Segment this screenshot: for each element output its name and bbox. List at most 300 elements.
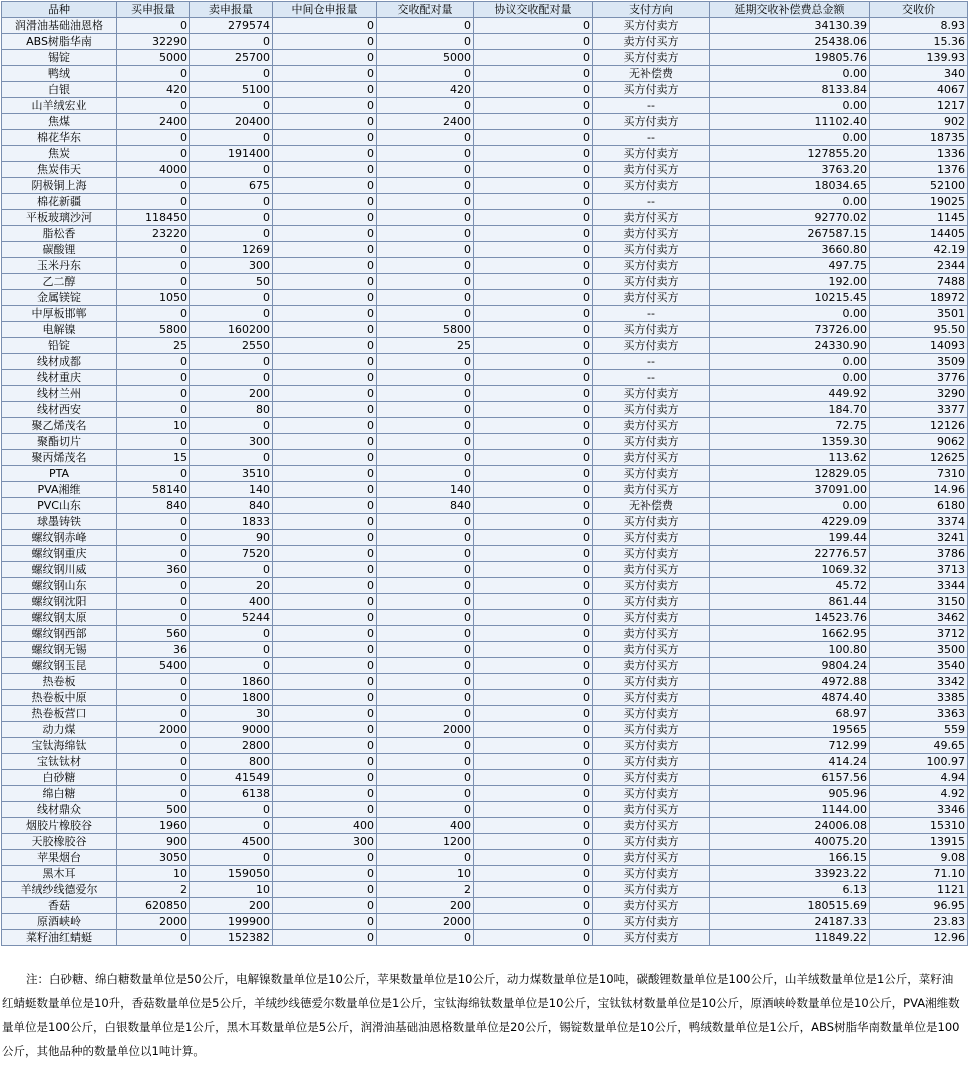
cell-agreement-matched-qty: 0: [474, 306, 593, 322]
cell-sell-qty: 1860: [190, 674, 273, 690]
cell-payment-direction: --: [593, 306, 710, 322]
cell-buy-qty: 0: [117, 146, 190, 162]
cell-sell-qty: 0: [190, 130, 273, 146]
table-row: [2, 786, 968, 802]
cell-variety: 螺纹钢沈阳: [2, 594, 117, 610]
cell-payment-direction: 买方付卖方: [593, 754, 710, 770]
cell-compensation-total: 3660.80: [710, 242, 870, 258]
cell-compensation-total: 10215.45: [710, 290, 870, 306]
table-row: [2, 818, 968, 834]
cell-sell-qty: 5100: [190, 82, 273, 98]
cell-sell-qty: 160200: [190, 322, 273, 338]
cell-buy-qty: 900: [117, 834, 190, 850]
cell-sell-qty: 199900: [190, 914, 273, 930]
cell-buy-qty: 840: [117, 498, 190, 514]
cell-agreement-matched-qty: 0: [474, 194, 593, 210]
table-row: [2, 210, 968, 226]
cell-delivery-price: 14405: [870, 226, 968, 242]
cell-compensation-total: 1359.30: [710, 434, 870, 450]
cell-delivery-price: 3290: [870, 386, 968, 402]
cell-intermediate-qty: 0: [273, 882, 377, 898]
table-row: [2, 194, 968, 210]
cell-compensation-total: 14523.76: [710, 610, 870, 626]
cell-sell-qty: 300: [190, 434, 273, 450]
cell-delivery-price: 3500: [870, 642, 968, 658]
cell-sell-qty: 0: [190, 450, 273, 466]
cell-variety: 聚酯切片: [2, 434, 117, 450]
cell-intermediate-qty: 0: [273, 850, 377, 866]
cell-matched-qty: 0: [377, 930, 474, 946]
cell-matched-qty: 0: [377, 18, 474, 34]
cell-intermediate-qty: 0: [273, 594, 377, 610]
cell-compensation-total: 22776.57: [710, 546, 870, 562]
cell-variety: 白砂糖: [2, 770, 117, 786]
cell-payment-direction: 买方付卖方: [593, 386, 710, 402]
cell-payment-direction: 卖方付买方: [593, 290, 710, 306]
table-body: [2, 18, 968, 946]
cell-variety: 螺纹钢重庆: [2, 546, 117, 562]
cell-sell-qty: 200: [190, 386, 273, 402]
cell-agreement-matched-qty: 0: [474, 274, 593, 290]
cell-delivery-price: 902: [870, 114, 968, 130]
cell-delivery-price: 3462: [870, 610, 968, 626]
cell-matched-qty: 0: [377, 66, 474, 82]
cell-delivery-price: 49.65: [870, 738, 968, 754]
cell-buy-qty: 0: [117, 690, 190, 706]
cell-matched-qty: 0: [377, 98, 474, 114]
cell-payment-direction: 买方付卖方: [593, 914, 710, 930]
cell-compensation-total: 25438.06: [710, 34, 870, 50]
cell-delivery-price: 3342: [870, 674, 968, 690]
cell-sell-qty: 90: [190, 530, 273, 546]
header-sell-qty: 卖申报量: [190, 2, 273, 18]
cell-buy-qty: 10: [117, 866, 190, 882]
cell-variety: 线材重庆: [2, 370, 117, 386]
cell-compensation-total: 24187.33: [710, 914, 870, 930]
cell-matched-qty: 0: [377, 242, 474, 258]
cell-matched-qty: 0: [377, 786, 474, 802]
cell-compensation-total: 0.00: [710, 194, 870, 210]
cell-matched-qty: 0: [377, 578, 474, 594]
cell-agreement-matched-qty: 0: [474, 898, 593, 914]
cell-buy-qty: 0: [117, 242, 190, 258]
cell-variety: 平板玻璃沙河: [2, 210, 117, 226]
cell-sell-qty: 25700: [190, 50, 273, 66]
cell-buy-qty: 0: [117, 578, 190, 594]
cell-buy-qty: 0: [117, 546, 190, 562]
header-compensation-total: 延期交收补偿费总金额: [710, 2, 870, 18]
cell-variety: ABS树脂华南: [2, 34, 117, 50]
cell-intermediate-qty: 0: [273, 658, 377, 674]
table-row: [2, 882, 968, 898]
cell-sell-qty: 20400: [190, 114, 273, 130]
cell-intermediate-qty: 0: [273, 194, 377, 210]
cell-intermediate-qty: 0: [273, 754, 377, 770]
cell-sell-qty: 20: [190, 578, 273, 594]
cell-agreement-matched-qty: 0: [474, 450, 593, 466]
cell-variety: 乙二醇: [2, 274, 117, 290]
cell-payment-direction: 买方付卖方: [593, 546, 710, 562]
cell-intermediate-qty: 0: [273, 98, 377, 114]
cell-intermediate-qty: 0: [273, 354, 377, 370]
cell-buy-qty: 2400: [117, 114, 190, 130]
cell-delivery-price: 23.83: [870, 914, 968, 930]
cell-variety: 香菇: [2, 898, 117, 914]
cell-delivery-price: 4.94: [870, 770, 968, 786]
cell-intermediate-qty: 400: [273, 818, 377, 834]
cell-intermediate-qty: 0: [273, 450, 377, 466]
cell-matched-qty: 0: [377, 658, 474, 674]
cell-agreement-matched-qty: 0: [474, 130, 593, 146]
cell-compensation-total: 24330.90: [710, 338, 870, 354]
cell-sell-qty: 30: [190, 706, 273, 722]
cell-variety: 动力煤: [2, 722, 117, 738]
cell-delivery-price: 139.93: [870, 50, 968, 66]
cell-compensation-total: 33923.22: [710, 866, 870, 882]
cell-intermediate-qty: 0: [273, 130, 377, 146]
cell-buy-qty: 0: [117, 354, 190, 370]
cell-intermediate-qty: 0: [273, 322, 377, 338]
cell-sell-qty: 0: [190, 802, 273, 818]
cell-agreement-matched-qty: 0: [474, 738, 593, 754]
cell-agreement-matched-qty: 0: [474, 386, 593, 402]
cell-payment-direction: 卖方付买方: [593, 562, 710, 578]
cell-payment-direction: 买方付卖方: [593, 402, 710, 418]
cell-sell-qty: 3510: [190, 466, 273, 482]
cell-payment-direction: 无补偿费: [593, 498, 710, 514]
cell-variety: 线材西安: [2, 402, 117, 418]
cell-buy-qty: 10: [117, 418, 190, 434]
cell-matched-qty: 2000: [377, 722, 474, 738]
cell-payment-direction: 卖方付买方: [593, 642, 710, 658]
cell-buy-qty: 5000: [117, 50, 190, 66]
cell-matched-qty: 0: [377, 290, 474, 306]
cell-payment-direction: 卖方付买方: [593, 626, 710, 642]
cell-payment-direction: 买方付卖方: [593, 674, 710, 690]
cell-buy-qty: 0: [117, 514, 190, 530]
table-row: [2, 386, 968, 402]
cell-sell-qty: 4500: [190, 834, 273, 850]
table-row: [2, 610, 968, 626]
cell-buy-qty: 360: [117, 562, 190, 578]
cell-intermediate-qty: 0: [273, 146, 377, 162]
table-row: [2, 626, 968, 642]
cell-variety: 焦炭: [2, 146, 117, 162]
cell-variety: 阴极铜上海: [2, 178, 117, 194]
cell-sell-qty: 279574: [190, 18, 273, 34]
cell-agreement-matched-qty: 0: [474, 514, 593, 530]
cell-delivery-price: 1121: [870, 882, 968, 898]
cell-delivery-price: 1336: [870, 146, 968, 162]
header-matched-qty: 交收配对量: [377, 2, 474, 18]
cell-buy-qty: 5800: [117, 322, 190, 338]
cell-intermediate-qty: 0: [273, 530, 377, 546]
cell-agreement-matched-qty: 0: [474, 290, 593, 306]
cell-payment-direction: 买方付卖方: [593, 338, 710, 354]
cell-matched-qty: 0: [377, 146, 474, 162]
cell-buy-qty: 25: [117, 338, 190, 354]
cell-variety: 宝钛海绵钛: [2, 738, 117, 754]
cell-compensation-total: 1144.00: [710, 802, 870, 818]
cell-variety: 焦炭伟天: [2, 162, 117, 178]
delivery-table: [1, 1, 968, 946]
cell-agreement-matched-qty: 0: [474, 402, 593, 418]
cell-variety: 黑木耳: [2, 866, 117, 882]
cell-matched-qty: 0: [377, 514, 474, 530]
cell-variety: 聚丙烯茂名: [2, 450, 117, 466]
cell-payment-direction: 卖方付买方: [593, 802, 710, 818]
cell-delivery-price: 3501: [870, 306, 968, 322]
cell-matched-qty: 0: [377, 594, 474, 610]
cell-matched-qty: 840: [377, 498, 474, 514]
table-row: [2, 834, 968, 850]
cell-intermediate-qty: 0: [273, 434, 377, 450]
cell-intermediate-qty: 0: [273, 802, 377, 818]
cell-payment-direction: 买方付卖方: [593, 466, 710, 482]
cell-sell-qty: 0: [190, 818, 273, 834]
cell-buy-qty: 0: [117, 194, 190, 210]
cell-agreement-matched-qty: 0: [474, 722, 593, 738]
cell-delivery-price: 340: [870, 66, 968, 82]
cell-buy-qty: 0: [117, 178, 190, 194]
cell-buy-qty: 0: [117, 258, 190, 274]
cell-matched-qty: 0: [377, 434, 474, 450]
cell-buy-qty: 0: [117, 530, 190, 546]
cell-variety: 螺纹钢玉昆: [2, 658, 117, 674]
cell-delivery-price: 100.97: [870, 754, 968, 770]
cell-intermediate-qty: 0: [273, 482, 377, 498]
cell-sell-qty: 9000: [190, 722, 273, 738]
cell-intermediate-qty: 0: [273, 66, 377, 82]
cell-matched-qty: 0: [377, 610, 474, 626]
cell-payment-direction: 买方付卖方: [593, 530, 710, 546]
cell-sell-qty: 0: [190, 194, 273, 210]
cell-buy-qty: 420: [117, 82, 190, 98]
cell-sell-qty: 300: [190, 258, 273, 274]
cell-payment-direction: 买方付卖方: [593, 274, 710, 290]
cell-sell-qty: 0: [190, 162, 273, 178]
cell-delivery-price: 559: [870, 722, 968, 738]
cell-buy-qty: 58140: [117, 482, 190, 498]
cell-sell-qty: 0: [190, 626, 273, 642]
cell-agreement-matched-qty: 0: [474, 466, 593, 482]
cell-matched-qty: 0: [377, 850, 474, 866]
table-row: [2, 242, 968, 258]
table-row: [2, 338, 968, 354]
cell-intermediate-qty: 0: [273, 402, 377, 418]
cell-compensation-total: 100.80: [710, 642, 870, 658]
cell-compensation-total: 92770.02: [710, 210, 870, 226]
cell-compensation-total: 11849.22: [710, 930, 870, 946]
cell-delivery-price: 3374: [870, 514, 968, 530]
cell-matched-qty: 10: [377, 866, 474, 882]
table-row: [2, 530, 968, 546]
cell-buy-qty: 0: [117, 754, 190, 770]
cell-intermediate-qty: 0: [273, 498, 377, 514]
cell-payment-direction: 买方付卖方: [593, 594, 710, 610]
cell-agreement-matched-qty: 0: [474, 498, 593, 514]
cell-sell-qty: 2800: [190, 738, 273, 754]
cell-matched-qty: 0: [377, 274, 474, 290]
table-row: [2, 418, 968, 434]
cell-buy-qty: 0: [117, 610, 190, 626]
cell-agreement-matched-qty: 0: [474, 18, 593, 34]
cell-matched-qty: 0: [377, 34, 474, 50]
cell-payment-direction: 无补偿费: [593, 66, 710, 82]
cell-sell-qty: 140: [190, 482, 273, 498]
table-row: [2, 706, 968, 722]
cell-variety: 脂松香: [2, 226, 117, 242]
table-row: [2, 514, 968, 530]
cell-intermediate-qty: 0: [273, 546, 377, 562]
cell-variety: 棉花新疆: [2, 194, 117, 210]
cell-agreement-matched-qty: 0: [474, 434, 593, 450]
cell-payment-direction: 卖方付买方: [593, 818, 710, 834]
cell-agreement-matched-qty: 0: [474, 626, 593, 642]
cell-delivery-price: 3712: [870, 626, 968, 642]
cell-delivery-price: 8.93: [870, 18, 968, 34]
cell-intermediate-qty: 0: [273, 258, 377, 274]
cell-matched-qty: 0: [377, 402, 474, 418]
cell-compensation-total: 68.97: [710, 706, 870, 722]
cell-agreement-matched-qty: 0: [474, 114, 593, 130]
cell-variety: 线材兰州: [2, 386, 117, 402]
table-row: [2, 674, 968, 690]
cell-sell-qty: 675: [190, 178, 273, 194]
cell-agreement-matched-qty: 0: [474, 834, 593, 850]
cell-agreement-matched-qty: 0: [474, 210, 593, 226]
cell-agreement-matched-qty: 0: [474, 322, 593, 338]
cell-buy-qty: 0: [117, 738, 190, 754]
cell-delivery-price: 14093: [870, 338, 968, 354]
cell-buy-qty: 0: [117, 402, 190, 418]
cell-delivery-price: 3377: [870, 402, 968, 418]
cell-variety: 电解镍: [2, 322, 117, 338]
table-row: [2, 738, 968, 754]
cell-payment-direction: 买方付卖方: [593, 738, 710, 754]
cell-compensation-total: 73726.00: [710, 322, 870, 338]
cell-agreement-matched-qty: 0: [474, 594, 593, 610]
cell-compensation-total: 166.15: [710, 850, 870, 866]
cell-intermediate-qty: 300: [273, 834, 377, 850]
cell-agreement-matched-qty: 0: [474, 914, 593, 930]
cell-variety: 润滑油基础油恩格: [2, 18, 117, 34]
cell-compensation-total: 861.44: [710, 594, 870, 610]
cell-agreement-matched-qty: 0: [474, 226, 593, 242]
cell-variety: 锡锭: [2, 50, 117, 66]
cell-sell-qty: 0: [190, 850, 273, 866]
cell-buy-qty: 36: [117, 642, 190, 658]
cell-sell-qty: 10: [190, 882, 273, 898]
cell-payment-direction: 买方付卖方: [593, 82, 710, 98]
cell-payment-direction: 卖方付买方: [593, 450, 710, 466]
cell-agreement-matched-qty: 0: [474, 882, 593, 898]
cell-variety: PVC山东: [2, 498, 117, 514]
cell-delivery-price: 13915: [870, 834, 968, 850]
cell-payment-direction: 买方付卖方: [593, 146, 710, 162]
cell-compensation-total: 0.00: [710, 98, 870, 114]
table-row: [2, 18, 968, 34]
cell-compensation-total: 19805.76: [710, 50, 870, 66]
cell-payment-direction: 卖方付买方: [593, 34, 710, 50]
cell-matched-qty: 1200: [377, 834, 474, 850]
cell-intermediate-qty: 0: [273, 690, 377, 706]
cell-compensation-total: 1662.95: [710, 626, 870, 642]
cell-intermediate-qty: 0: [273, 514, 377, 530]
cell-intermediate-qty: 0: [273, 418, 377, 434]
cell-agreement-matched-qty: 0: [474, 850, 593, 866]
table-row: [2, 434, 968, 450]
cell-payment-direction: 买方付卖方: [593, 610, 710, 626]
cell-buy-qty: 3050: [117, 850, 190, 866]
cell-payment-direction: --: [593, 98, 710, 114]
cell-matched-qty: 0: [377, 546, 474, 562]
cell-variety: 线材成都: [2, 354, 117, 370]
cell-agreement-matched-qty: 0: [474, 610, 593, 626]
cell-matched-qty: 2000: [377, 914, 474, 930]
table-row: [2, 898, 968, 914]
cell-intermediate-qty: 0: [273, 642, 377, 658]
cell-payment-direction: 买方付卖方: [593, 930, 710, 946]
cell-delivery-price: 2344: [870, 258, 968, 274]
cell-buy-qty: 0: [117, 274, 190, 290]
cell-compensation-total: 40075.20: [710, 834, 870, 850]
cell-intermediate-qty: 0: [273, 930, 377, 946]
cell-intermediate-qty: 0: [273, 114, 377, 130]
cell-matched-qty: 0: [377, 370, 474, 386]
cell-sell-qty: 0: [190, 642, 273, 658]
cell-buy-qty: 0: [117, 930, 190, 946]
cell-agreement-matched-qty: 0: [474, 562, 593, 578]
cell-variety: 焦煤: [2, 114, 117, 130]
cell-sell-qty: 200: [190, 898, 273, 914]
table-row: [2, 34, 968, 50]
cell-delivery-price: 96.95: [870, 898, 968, 914]
cell-sell-qty: 80: [190, 402, 273, 418]
cell-intermediate-qty: 0: [273, 226, 377, 242]
cell-sell-qty: 0: [190, 210, 273, 226]
cell-variety: 螺纹钢山东: [2, 578, 117, 594]
table-row: [2, 850, 968, 866]
cell-delivery-price: 12126: [870, 418, 968, 434]
table-row: [2, 290, 968, 306]
cell-matched-qty: 400: [377, 818, 474, 834]
table-row: [2, 930, 968, 946]
cell-agreement-matched-qty: 0: [474, 866, 593, 882]
table-row: [2, 562, 968, 578]
cell-compensation-total: 37091.00: [710, 482, 870, 498]
cell-payment-direction: 卖方付买方: [593, 162, 710, 178]
cell-payment-direction: --: [593, 354, 710, 370]
cell-variety: 棉花华东: [2, 130, 117, 146]
cell-buy-qty: 15: [117, 450, 190, 466]
cell-buy-qty: 0: [117, 594, 190, 610]
cell-buy-qty: 1960: [117, 818, 190, 834]
cell-variety: 菜籽油红蜻蜓: [2, 930, 117, 946]
cell-delivery-price: 12.96: [870, 930, 968, 946]
cell-sell-qty: 0: [190, 562, 273, 578]
cell-sell-qty: 0: [190, 290, 273, 306]
cell-intermediate-qty: 0: [273, 178, 377, 194]
cell-variety: 鸭绒: [2, 66, 117, 82]
cell-payment-direction: 卖方付买方: [593, 418, 710, 434]
table-row: [2, 642, 968, 658]
cell-matched-qty: 25: [377, 338, 474, 354]
table-row: [2, 354, 968, 370]
cell-buy-qty: 5400: [117, 658, 190, 674]
cell-matched-qty: 0: [377, 194, 474, 210]
cell-intermediate-qty: 0: [273, 210, 377, 226]
